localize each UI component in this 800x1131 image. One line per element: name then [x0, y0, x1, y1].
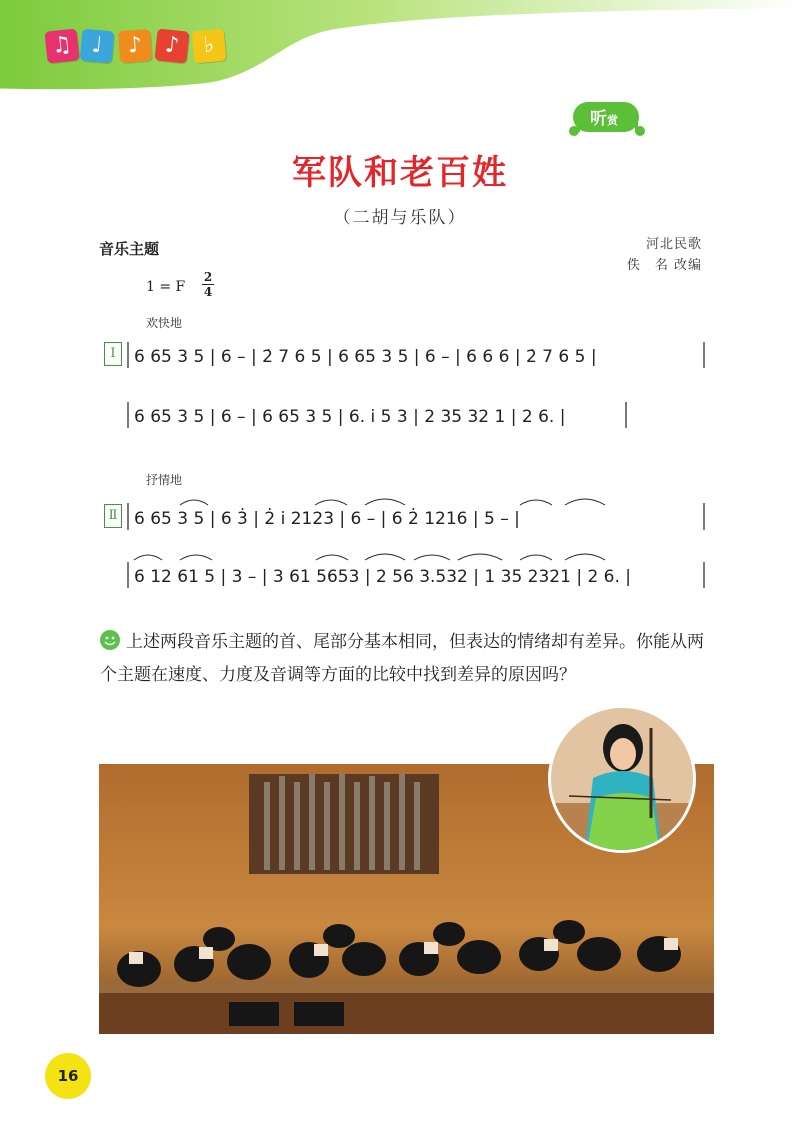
bar-lines: [128, 342, 704, 588]
note-icon-3: ♪: [118, 29, 152, 63]
page-title: 军队和老百姓: [292, 153, 508, 193]
note-icon-5: ♭: [192, 29, 227, 64]
tempo-label-2: 抒情地: [146, 473, 183, 487]
note-icon-4: ♪: [154, 28, 189, 63]
score-text: 6 65 3 5 | 6 – | 6 65 3 5 | 6. i̇ 5 3 | 2 35 32 1 | 2 6. |: [134, 407, 566, 427]
time-bottom: 4: [203, 285, 213, 299]
score-text: 6 12 61 5 | 3 – | 3 61 5653 | 2 56 3.532 | 1 35 2321 | 2 6. |: [134, 567, 632, 587]
page-subtitle: （二胡与乐队）: [333, 208, 467, 228]
section-mark-1: Ⅰ: [104, 342, 122, 366]
page-number: 16: [45, 1053, 91, 1099]
note-icon-1: ♫: [44, 28, 79, 63]
slur-marks: [134, 499, 605, 560]
key-signature: 1 = F: [146, 279, 186, 295]
tag-main-text: 听: [590, 109, 607, 129]
section-mark-2: Ⅱ: [104, 504, 122, 528]
listen-tag-label: [590, 104, 618, 129]
credits: [627, 234, 702, 276]
arranger-text: 佚 名 改编: [626, 258, 702, 273]
tempo-label-1: 欢快地: [146, 316, 183, 330]
theme-label: 音乐主题: [99, 240, 160, 258]
time-signature: [202, 270, 214, 299]
erhu-player-photo: [548, 705, 696, 853]
tag-sub-text: 赏: [607, 114, 618, 127]
origin-text: 河北民歌: [645, 237, 702, 252]
question-text: 上述两段音乐主题的首、尾部分基本相同，但表达的情绪却有差异。你能从两个主题在速度、力度及音调等方面的比较中找到差异的原因吗？: [100, 632, 704, 685]
score-text: 6 65 3 5 | 6 – | 2̇ 7 6 5 | 6 65 3 5 | 6 – | 6 6 6 | 2̇ 7 6 5 |: [134, 347, 597, 367]
note-icon-2: ♩: [80, 29, 115, 64]
score-text: 6 65 3 5 | 6 3̇ | 2̇ i̇ 2123 | 6 – | 6 2̇ 1216 | 5 – |: [134, 509, 520, 529]
time-top: 2: [203, 270, 213, 284]
